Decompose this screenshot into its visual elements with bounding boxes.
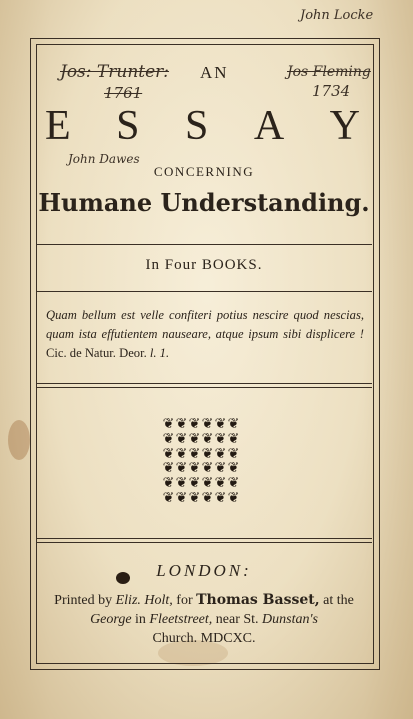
- imprint-year: MDCXC.: [200, 631, 256, 646]
- fleuron-icon: ❦: [214, 475, 227, 491]
- fleuron-icon: ❦: [227, 431, 240, 447]
- stain-left: [8, 420, 30, 460]
- former-owner-left: Jos: Trunter:: [60, 62, 170, 82]
- former-owner-right-year: 1734: [312, 82, 351, 100]
- imprint-church: Church.: [152, 631, 198, 646]
- fleuron-icon: ❦: [214, 461, 227, 477]
- fleuron-icon: ❦: [227, 461, 240, 477]
- books-line: [36, 257, 372, 274]
- imprint-street: Fleetstreet,: [149, 612, 213, 627]
- owner-name: John Dawes: [68, 152, 140, 166]
- fleuron-icon: ❦: [201, 490, 214, 506]
- fleuron-icon: ❦: [175, 431, 188, 447]
- rule-2: [36, 291, 372, 292]
- fleuron-icon: ❦: [214, 446, 227, 462]
- books-prefix: In Four: [145, 257, 198, 273]
- imprint-printed-by: Printed by: [54, 593, 113, 608]
- title-concerning: CONCERNING: [153, 164, 255, 179]
- books-word: BOOKS.: [201, 257, 263, 273]
- imprint-bookseller: Thomas Basset,: [196, 592, 320, 608]
- epigraph-citation-book: l. 1.: [149, 346, 170, 360]
- essay-letter: S: [184, 103, 209, 149]
- fleuron-icon: ❦: [162, 431, 175, 447]
- fleuron-icon: ❦: [162, 446, 175, 462]
- epigraph-text: Quam bellum est velle confiteri potius nescire quod nescias, quam ista effutientem nauseare, atque ipsum sibi displicere !: [46, 308, 364, 341]
- fleuron-icon: ❦: [162, 475, 175, 491]
- rule-4b: [36, 542, 372, 543]
- essay-letter: A: [253, 103, 285, 149]
- fleuron-icon: ❦: [175, 490, 188, 506]
- imprint-church-name: Dunstan's: [262, 612, 318, 627]
- fleuron-icon: ❦: [188, 431, 201, 447]
- epigraph-citation: Cic. de Natur. Deor.: [46, 346, 147, 360]
- fleuron-icon: ❦: [201, 431, 214, 447]
- rule-3b: [36, 387, 372, 388]
- essay-letter: Y: [329, 103, 360, 149]
- fleuron-icon: ❦: [201, 417, 214, 433]
- fleuron-icon: ❦: [188, 475, 201, 491]
- fleuron-icon: ❦: [214, 431, 227, 447]
- imprint-at-the: at the: [323, 593, 354, 608]
- imprint-printer: Eliz. Holt,: [115, 593, 173, 608]
- fleuron-icon: ❦: [188, 490, 201, 506]
- essay-letter: E: [45, 103, 71, 149]
- rule-4a: [36, 538, 372, 539]
- imprint-for: for: [176, 593, 193, 608]
- title-main: Humane Understanding.: [38, 188, 370, 217]
- rule-3a: [36, 383, 372, 384]
- fleuron-icon: ❦: [188, 417, 201, 433]
- fleuron-icon: ❦: [162, 490, 175, 506]
- fleuron-icon: ❦: [201, 475, 214, 491]
- title-an: AN: [200, 63, 229, 82]
- fleuron-icon: ❦: [188, 446, 201, 462]
- printers-ornament: [162, 418, 240, 506]
- imprint: [40, 591, 368, 648]
- fleuron-icon: ❦: [175, 475, 188, 491]
- fleuron-icon: ❦: [227, 417, 240, 433]
- fleuron-icon: ❦: [175, 461, 188, 477]
- top-signature: John Locke: [300, 8, 374, 23]
- fleuron-icon: ❦: [201, 446, 214, 462]
- fleuron-icon: ❦: [201, 461, 214, 477]
- fleuron-icon: ❦: [214, 417, 227, 433]
- former-owner-left-year: 1761: [104, 84, 143, 102]
- fleuron-icon: ❦: [175, 446, 188, 462]
- fleuron-icon: ❦: [227, 446, 240, 462]
- imprint-sign: George: [90, 612, 132, 627]
- essay-letter: S: [116, 103, 140, 149]
- former-owner-right: Jos Fleming: [287, 64, 371, 80]
- fleuron-icon: ❦: [162, 417, 175, 433]
- imprint-near: near St.: [215, 612, 259, 627]
- imprint-in: in: [135, 612, 146, 627]
- fleuron-icon: ❦: [227, 475, 240, 491]
- fleuron-icon: ❦: [214, 490, 227, 506]
- latin-epigraph: [46, 306, 364, 363]
- rule-1: [36, 244, 372, 245]
- title-essay: [45, 102, 360, 150]
- imprint-place: LONDON:: [156, 561, 252, 580]
- fleuron-icon: ❦: [188, 461, 201, 477]
- fleuron-icon: ❦: [175, 417, 188, 433]
- fleuron-icon: ❦: [227, 490, 240, 506]
- fleuron-icon: ❦: [162, 461, 175, 477]
